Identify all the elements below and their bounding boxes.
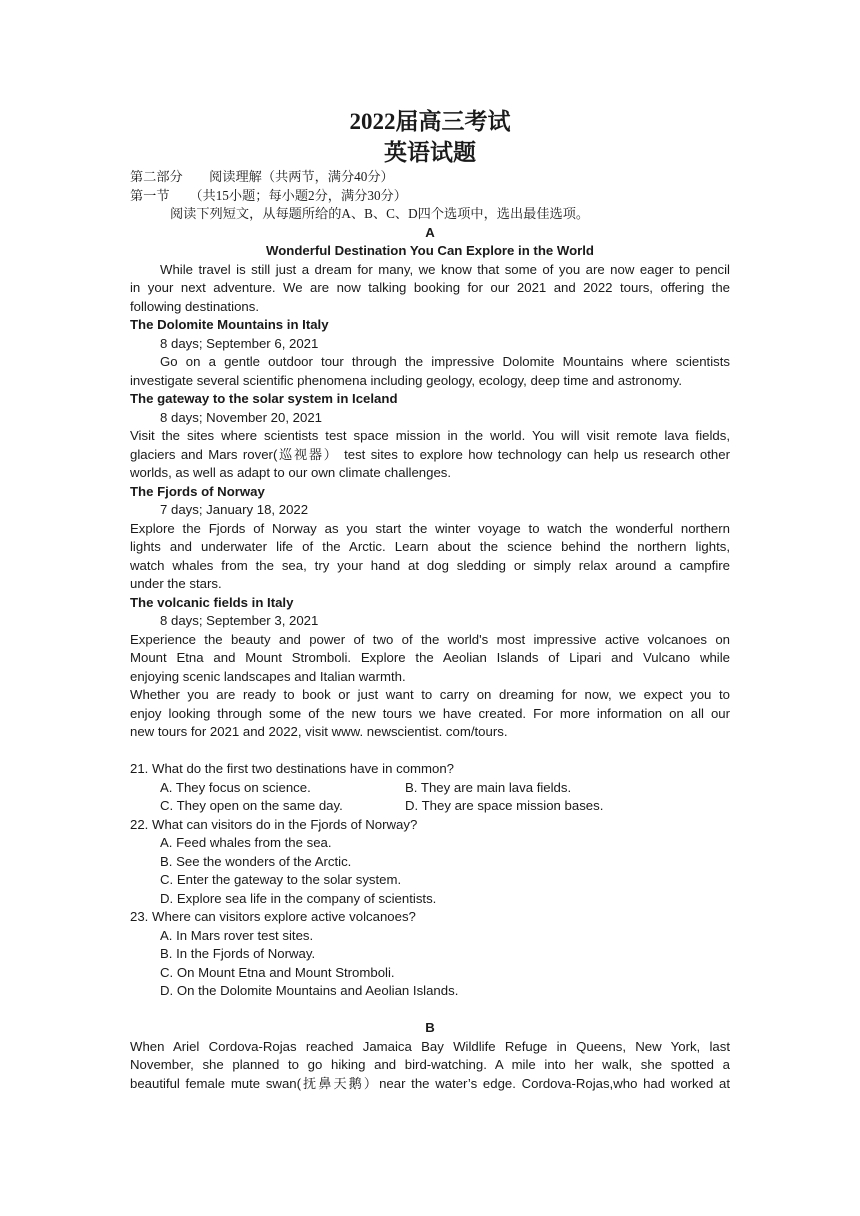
destination-title: The volcanic fields in Italy xyxy=(130,594,294,610)
closing-line: Whether you are ready to book or just want to carry on dreaming for now, we expect you to xyxy=(130,687,730,702)
destination-title: The gateway to the solar system in Iceland xyxy=(130,391,398,406)
closing-line: new tours for 2021 and 2022, visit www. newscientist. com/tours. xyxy=(130,724,508,739)
destination-text-line: enjoying scenic landscapes and Italian warmth. xyxy=(130,668,406,684)
option-d: D. On the Dolomite Mountains and Aeolian Islands. xyxy=(160,983,459,998)
closing-line: enjoy looking through some of the new tours we have created. For more information on all our xyxy=(130,705,730,721)
destination-text-line: Explore the Fjords of Norway as you start the winter voyage to watch the wonderful northern xyxy=(130,520,730,536)
destination-text-line: investigate several scientific phenomena including geology, ecology, deep time and astronomy. xyxy=(130,372,682,388)
destination-text-line: Experience the beauty and power of two of the world's most impressive active volcanoes on xyxy=(130,631,730,647)
destination-text-line: under the stars. xyxy=(130,576,222,591)
option-b: B. In the Fjords of Norway. xyxy=(160,946,316,961)
intro-line: While travel is still just a dream for many, we know that some of you are now eager to pencil xyxy=(160,261,730,277)
option-b: B. They are main lava fields. xyxy=(405,779,572,795)
destination-text-line: watch whales from the sea, try your hand at dog sledding or simply relax around a campfire xyxy=(130,557,730,573)
destination-text-line: Go on a gentle outdoor tour through the impressive Dolomite Mountains where scientists xyxy=(160,354,730,369)
exam-page xyxy=(130,0,730,1093)
destination-date: 8 days; November 20, 2021 xyxy=(160,409,323,425)
destination-date: 8 days; September 6, 2021 xyxy=(160,335,319,351)
exam-subtitle: 英语试题 xyxy=(384,140,476,165)
passage-b-line: beautiful female mute swan(抚鼻天鹅）near the water’s edge. Cordova-Rojas,who had worked at xyxy=(130,1075,730,1091)
passage-b-line: November, she planned to go hiking and bird-watching. A mile into her walk, she spotted a xyxy=(130,1057,730,1072)
section-part-heading: 第二部分 阅读理解（共两节，满分40分） xyxy=(130,169,394,184)
passage-a-heading: Wonderful Destination You Can Explore in the World xyxy=(266,243,594,258)
destination-title: The Fjords of Norway xyxy=(130,483,265,499)
option-row xyxy=(130,779,730,798)
destination-date: 7 days; January 18, 2022 xyxy=(160,502,309,517)
passage-a-label: A xyxy=(425,224,435,240)
question-stem: 23. Where can visitors explore active volcanoes? xyxy=(130,909,416,924)
destination-text-line: glaciers and Mars rover(巡视器） test sites to explore how technology can help us research other xyxy=(130,446,730,462)
intro-line: following destinations. xyxy=(130,298,260,314)
option-d: D. They are space mission bases. xyxy=(405,798,604,813)
question-stem: 22. What can visitors do in the Fjords of Norway? xyxy=(130,816,418,832)
exam-title: 2022届高三考试 xyxy=(349,109,511,134)
option-row xyxy=(130,797,730,816)
option-c: C. Enter the gateway to the solar system. xyxy=(160,872,402,887)
instructions: 阅读下列短文，从每题所给的A、B、C、D四个选项中，选出最佳选项。 xyxy=(170,206,590,221)
destination-text-line: Visit the sites where scientists test space mission in the world. You will visit remote lava fields, xyxy=(130,428,730,443)
option-a: A. In Mars rover test sites. xyxy=(160,927,314,943)
passage-b-line: When Ariel Cordova-Rojas reached Jamaica Bay Wildlife Refuge in Queens, New York, last xyxy=(130,1038,730,1054)
intro-line: in your next adventure. We are now talking booking for our 2021 and 2022 tours, offering the xyxy=(130,280,730,295)
destination-title: The Dolomite Mountains in Italy xyxy=(130,317,329,332)
passage-b-label: B xyxy=(425,1020,435,1035)
destination-text-line: worlds, as well as adapt to our own climate challenges. xyxy=(130,465,452,480)
option-c: C. On Mount Etna and Mount Stromboli. xyxy=(160,964,395,980)
destination-date: 8 days; September 3, 2021 xyxy=(160,613,319,628)
question-stem: 21. What do the first two destinations have in common? xyxy=(130,761,454,776)
destination-text-line: Mount Etna and Mount Stromboli. Explore the Aeolian Islands of Lipari and Vulcano while xyxy=(130,650,730,665)
option-c: C. They open on the same day. xyxy=(160,798,343,813)
option-b: B. See the wonders of the Arctic. xyxy=(160,853,352,869)
option-a: A. Feed whales from the sea. xyxy=(160,835,332,850)
option-d: D. Explore sea life in the company of scientists. xyxy=(160,890,437,906)
option-a: A. They focus on science. xyxy=(160,779,311,795)
section-one-heading: 第一节 （共15小题；每小题2分，满分30分） xyxy=(130,187,407,203)
destination-text-line: lights and underwater life of the Arctic. Learn about the science behind the northern lights, xyxy=(130,539,730,554)
